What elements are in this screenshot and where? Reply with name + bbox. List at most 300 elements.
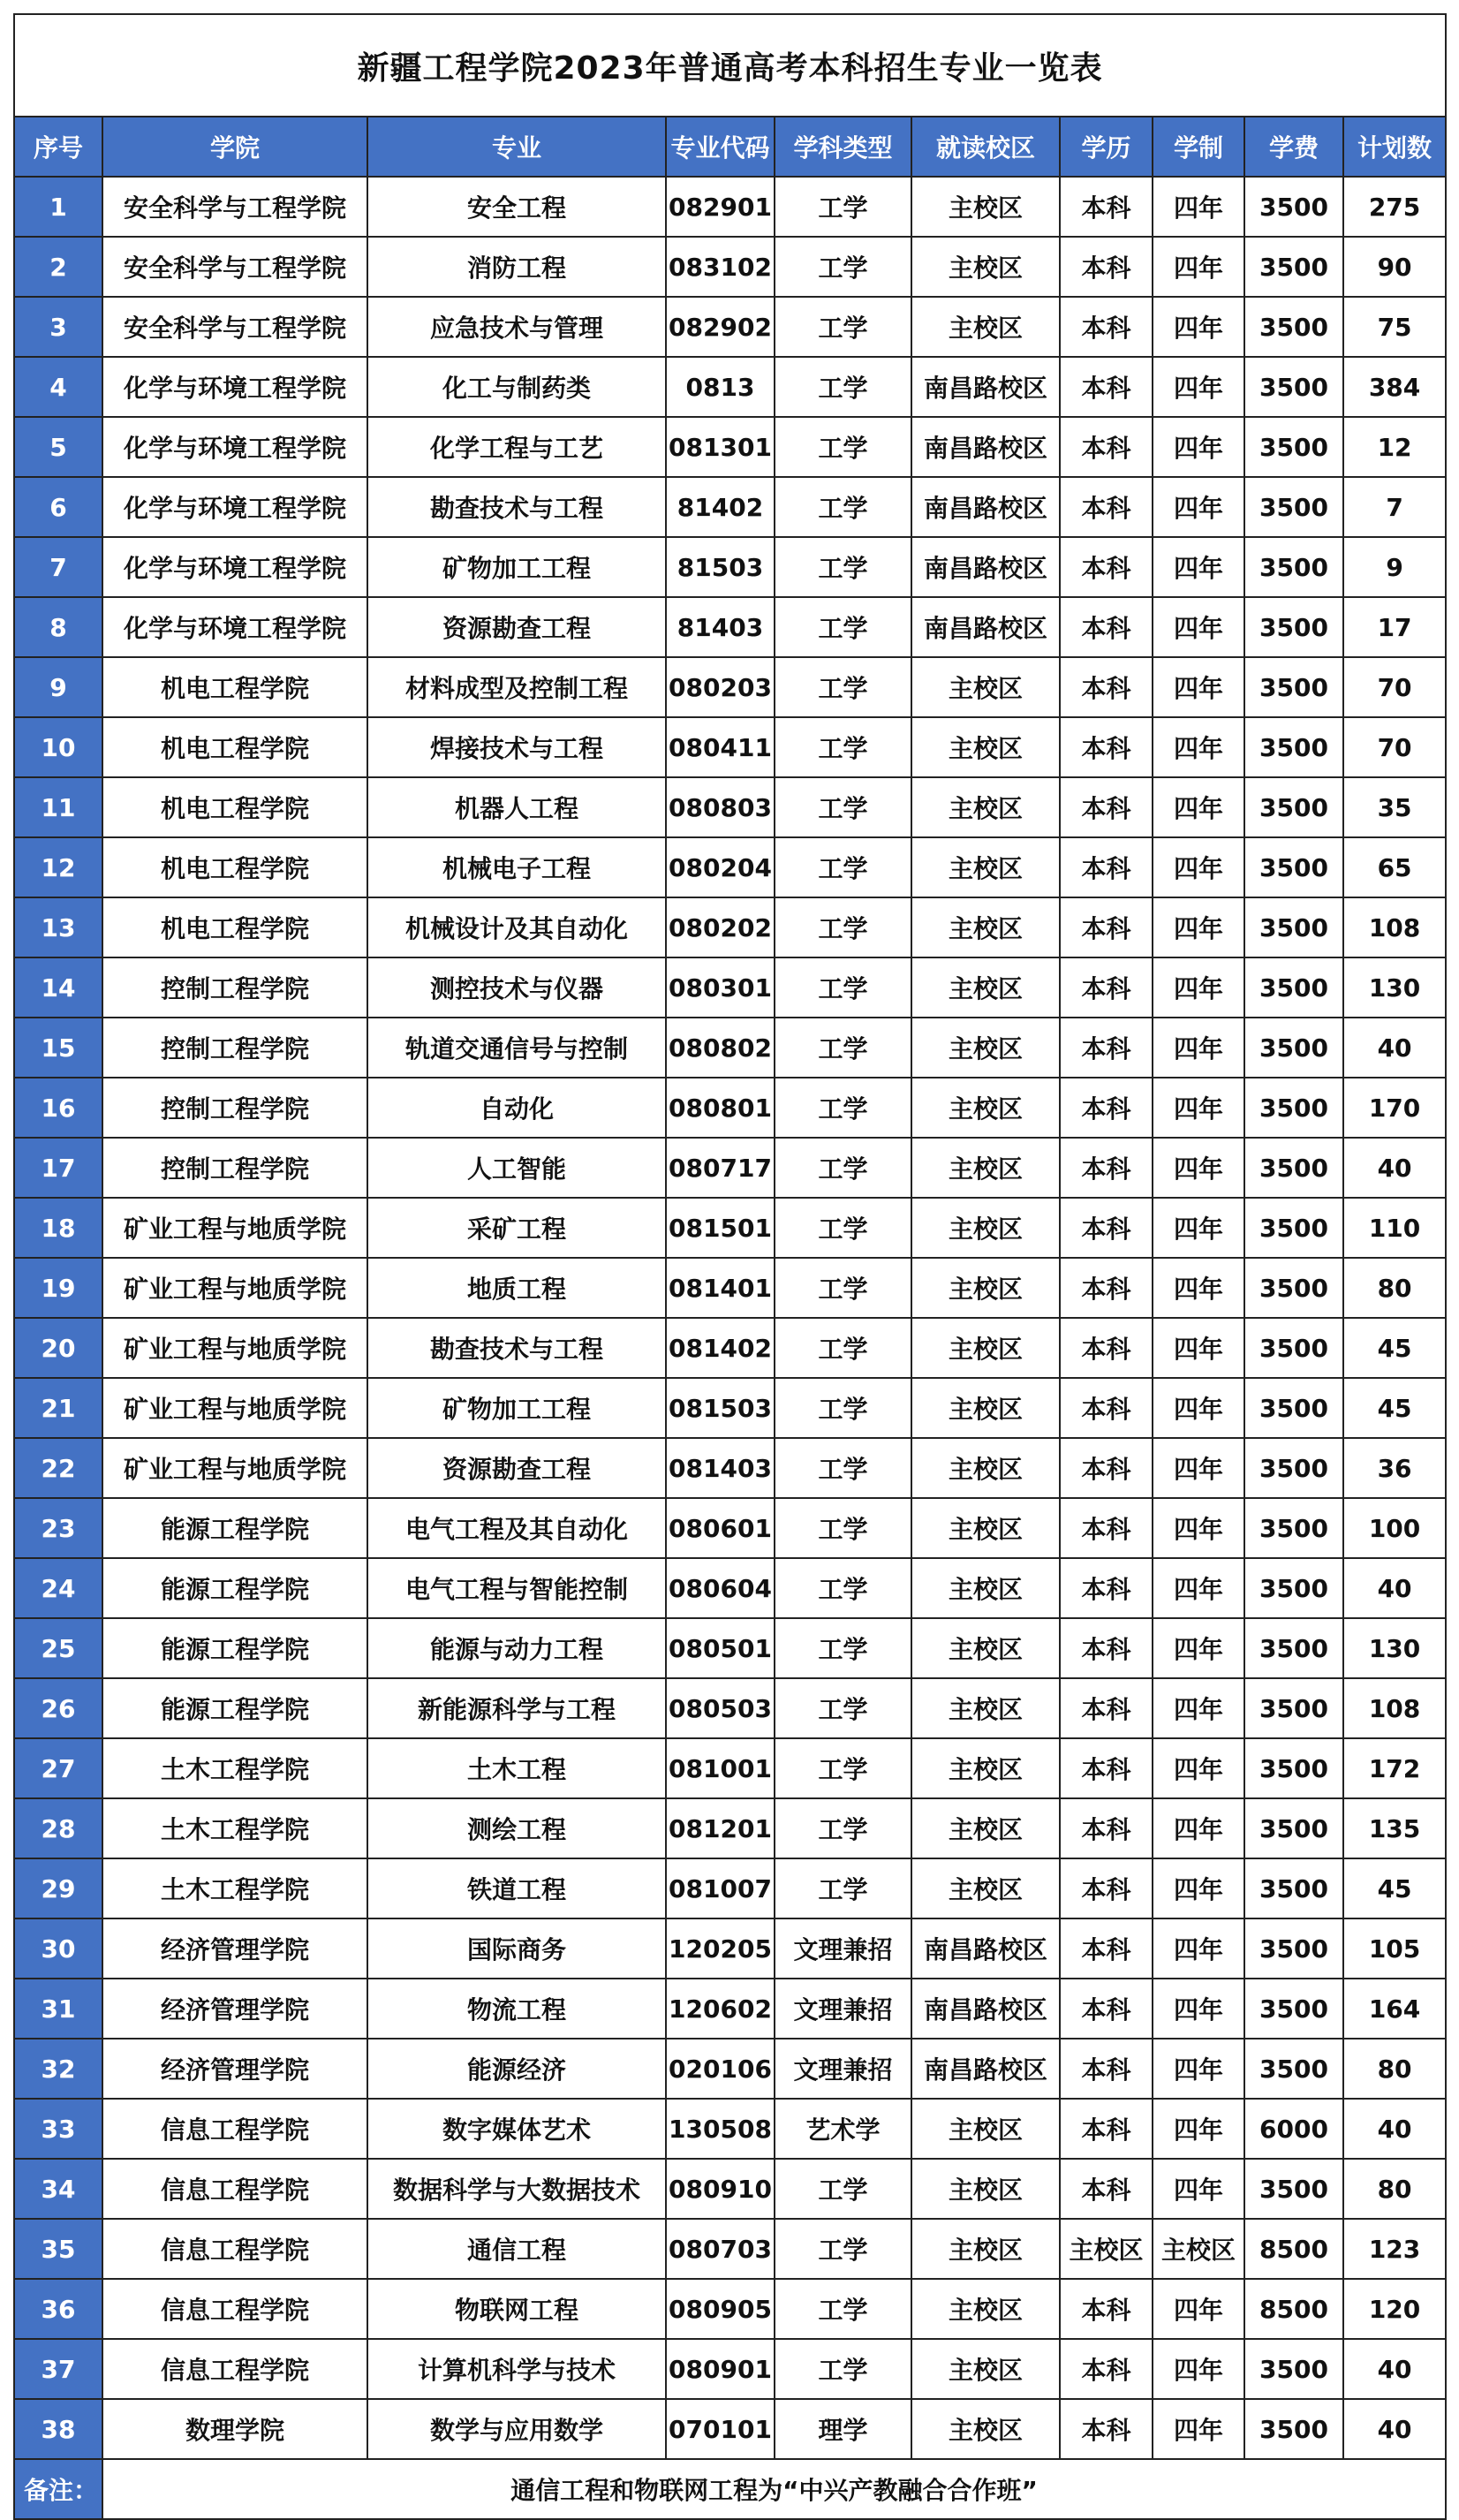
table-row [14, 297, 1446, 357]
cell-campus: 主校区 [911, 837, 1060, 897]
cell-discipline: 文理兼招 [775, 1918, 911, 1979]
cell-major: 人工智能 [367, 1138, 666, 1198]
cell-major: 地质工程 [367, 1258, 666, 1318]
table-row [14, 2159, 1446, 2219]
cell-duration: 四年 [1153, 417, 1244, 477]
cell-tuition: 3500 [1244, 1858, 1343, 1918]
cell-discipline: 工学 [775, 597, 911, 657]
cell-discipline: 工学 [775, 2339, 911, 2399]
cell-index: 37 [14, 2339, 102, 2399]
cell-discipline: 工学 [775, 1018, 911, 1078]
cell-tuition: 3500 [1244, 657, 1343, 717]
cell-college: 矿业工程与地质学院 [102, 1258, 367, 1318]
cell-degree: 本科 [1060, 237, 1153, 297]
cell-degree: 本科 [1060, 897, 1153, 957]
cell-index: 15 [14, 1018, 102, 1078]
cell-plan: 164 [1343, 1979, 1446, 2039]
cell-college: 信息工程学院 [102, 2099, 367, 2159]
cell-duration: 四年 [1153, 1738, 1244, 1798]
cell-plan: 275 [1343, 177, 1446, 237]
cell-degree: 本科 [1060, 777, 1153, 837]
cell-index: 3 [14, 297, 102, 357]
cell-index: 10 [14, 717, 102, 777]
cell-index: 33 [14, 2099, 102, 2159]
cell-campus: 南昌路校区 [911, 1918, 1060, 1979]
cell-degree: 本科 [1060, 2159, 1153, 2219]
cell-discipline: 工学 [775, 717, 911, 777]
table-row [14, 957, 1446, 1018]
cell-major-code: 080717 [666, 1138, 775, 1198]
cell-degree: 本科 [1060, 1558, 1153, 1618]
header-col-degree: 学历 [1060, 117, 1153, 177]
cell-duration: 四年 [1153, 1498, 1244, 1558]
cell-major: 电气工程及其自动化 [367, 1498, 666, 1558]
cell-major: 能源与动力工程 [367, 1618, 666, 1678]
cell-discipline: 工学 [775, 1498, 911, 1558]
table-row [14, 1438, 1446, 1498]
table-row [14, 537, 1446, 597]
cell-index: 21 [14, 1378, 102, 1438]
enrollment-sheet [13, 13, 1445, 2505]
cell-tuition: 3500 [1244, 897, 1343, 957]
cell-index: 31 [14, 1979, 102, 2039]
cell-tuition: 3500 [1244, 1678, 1343, 1738]
cell-major: 能源经济 [367, 2039, 666, 2099]
cell-major-code: 0813 [666, 357, 775, 417]
cell-degree: 本科 [1060, 1318, 1153, 1378]
cell-degree: 本科 [1060, 1979, 1153, 2039]
cell-plan: 7 [1343, 477, 1446, 537]
cell-campus: 主校区 [911, 2279, 1060, 2339]
cell-tuition: 3500 [1244, 537, 1343, 597]
table-row [14, 897, 1446, 957]
cell-major-code: 080703 [666, 2219, 775, 2279]
cell-campus: 主校区 [911, 1258, 1060, 1318]
cell-discipline: 文理兼招 [775, 1979, 911, 2039]
cell-discipline: 工学 [775, 297, 911, 357]
cell-plan: 12 [1343, 417, 1446, 477]
cell-index: 27 [14, 1738, 102, 1798]
cell-duration: 四年 [1153, 1078, 1244, 1138]
cell-plan: 80 [1343, 2039, 1446, 2099]
cell-plan: 35 [1343, 777, 1446, 837]
cell-major-code: 080802 [666, 1018, 775, 1078]
table-row [14, 237, 1446, 297]
cell-college: 信息工程学院 [102, 2279, 367, 2339]
table-row [14, 2219, 1446, 2279]
cell-college: 安全科学与工程学院 [102, 177, 367, 237]
cell-tuition: 3500 [1244, 1198, 1343, 1258]
cell-discipline: 工学 [775, 1798, 911, 1858]
cell-campus: 主校区 [911, 1618, 1060, 1678]
cell-college: 控制工程学院 [102, 1078, 367, 1138]
cell-campus: 主校区 [911, 177, 1060, 237]
cell-college: 化学与环境工程学院 [102, 357, 367, 417]
cell-tuition: 3500 [1244, 2039, 1343, 2099]
note-row [14, 2459, 1446, 2519]
table-row [14, 2279, 1446, 2339]
cell-tuition: 3500 [1244, 1138, 1343, 1198]
cell-plan: 40 [1343, 1018, 1446, 1078]
cell-major-code: 130508 [666, 2099, 775, 2159]
cell-duration: 四年 [1153, 897, 1244, 957]
cell-index: 5 [14, 417, 102, 477]
cell-discipline: 工学 [775, 237, 911, 297]
cell-college: 化学与环境工程学院 [102, 597, 367, 657]
cell-tuition: 3500 [1244, 1018, 1343, 1078]
cell-degree: 本科 [1060, 2279, 1153, 2339]
cell-plan: 80 [1343, 1258, 1446, 1318]
table-row [14, 1979, 1446, 2039]
cell-tuition: 8500 [1244, 2279, 1343, 2339]
cell-discipline: 工学 [775, 1078, 911, 1138]
cell-campus: 主校区 [911, 2219, 1060, 2279]
cell-campus: 南昌路校区 [911, 1979, 1060, 2039]
cell-college: 化学与环境工程学院 [102, 477, 367, 537]
cell-college: 控制工程学院 [102, 1018, 367, 1078]
cell-major: 勘查技术与工程 [367, 477, 666, 537]
cell-tuition: 3500 [1244, 1378, 1343, 1438]
cell-major: 轨道交通信号与控制 [367, 1018, 666, 1078]
cell-major-code: 080604 [666, 1558, 775, 1618]
cell-major-code: 083102 [666, 237, 775, 297]
cell-major: 新能源科学与工程 [367, 1678, 666, 1738]
cell-college: 机电工程学院 [102, 717, 367, 777]
cell-tuition: 3500 [1244, 1558, 1343, 1618]
cell-major-code: 080601 [666, 1498, 775, 1558]
cell-major-code: 080503 [666, 1678, 775, 1738]
cell-tuition: 3500 [1244, 957, 1343, 1018]
cell-college: 矿业工程与地质学院 [102, 1438, 367, 1498]
cell-discipline: 工学 [775, 417, 911, 477]
cell-degree: 本科 [1060, 1438, 1153, 1498]
cell-index: 11 [14, 777, 102, 837]
enrollment-table [13, 13, 1447, 2520]
cell-major-code: 081501 [666, 1198, 775, 1258]
table-row [14, 2399, 1446, 2459]
cell-tuition: 8500 [1244, 2219, 1343, 2279]
cell-major: 国际商务 [367, 1918, 666, 1979]
cell-college: 机电工程学院 [102, 657, 367, 717]
cell-major-code: 081001 [666, 1738, 775, 1798]
cell-duration: 四年 [1153, 2159, 1244, 2219]
cell-college: 经济管理学院 [102, 1979, 367, 2039]
cell-degree: 本科 [1060, 1198, 1153, 1258]
cell-index: 7 [14, 537, 102, 597]
cell-plan: 172 [1343, 1738, 1446, 1798]
header-col-plan: 计划数 [1343, 117, 1446, 177]
cell-major-code: 080910 [666, 2159, 775, 2219]
table-row [14, 2339, 1446, 2399]
cell-plan: 40 [1343, 1138, 1446, 1198]
header-col-duration: 学制 [1153, 117, 1244, 177]
cell-degree: 本科 [1060, 537, 1153, 597]
cell-major: 测绘工程 [367, 1798, 666, 1858]
header-col-index: 序号 [14, 117, 102, 177]
cell-duration: 四年 [1153, 1018, 1244, 1078]
table-row [14, 477, 1446, 537]
cell-major-code: 080803 [666, 777, 775, 837]
cell-plan: 40 [1343, 2399, 1446, 2459]
cell-major: 数字媒体艺术 [367, 2099, 666, 2159]
table-row [14, 357, 1446, 417]
cell-plan: 105 [1343, 1918, 1446, 1979]
cell-degree: 本科 [1060, 1738, 1153, 1798]
table-row [14, 1558, 1446, 1618]
cell-duration: 四年 [1153, 777, 1244, 837]
cell-tuition: 3500 [1244, 417, 1343, 477]
cell-plan: 100 [1343, 1498, 1446, 1558]
cell-college: 矿业工程与地质学院 [102, 1198, 367, 1258]
cell-major-code: 080203 [666, 657, 775, 717]
header-row [14, 117, 1446, 177]
cell-campus: 南昌路校区 [911, 537, 1060, 597]
cell-campus: 主校区 [911, 2159, 1060, 2219]
cell-major: 数据科学与大数据技术 [367, 2159, 666, 2219]
cell-duration: 四年 [1153, 357, 1244, 417]
cell-major: 数学与应用数学 [367, 2399, 666, 2459]
cell-index: 23 [14, 1498, 102, 1558]
cell-plan: 75 [1343, 297, 1446, 357]
cell-campus: 主校区 [911, 2339, 1060, 2399]
cell-major: 应急技术与管理 [367, 297, 666, 357]
table-row [14, 1378, 1446, 1438]
cell-major: 计算机科学与技术 [367, 2339, 666, 2399]
cell-tuition: 3500 [1244, 357, 1343, 417]
table-row [14, 1018, 1446, 1078]
cell-campus: 主校区 [911, 1498, 1060, 1558]
cell-degree: 本科 [1060, 2399, 1153, 2459]
cell-campus: 主校区 [911, 1318, 1060, 1378]
cell-duration: 四年 [1153, 837, 1244, 897]
cell-college: 能源工程学院 [102, 1618, 367, 1678]
cell-major: 通信工程 [367, 2219, 666, 2279]
cell-discipline: 工学 [775, 1258, 911, 1318]
cell-degree: 本科 [1060, 1678, 1153, 1738]
cell-major-code: 081007 [666, 1858, 775, 1918]
cell-index: 9 [14, 657, 102, 717]
cell-plan: 130 [1343, 1618, 1446, 1678]
cell-major: 物流工程 [367, 1979, 666, 2039]
cell-discipline: 理学 [775, 2399, 911, 2459]
cell-index: 14 [14, 957, 102, 1018]
cell-degree: 本科 [1060, 1138, 1153, 1198]
cell-college: 经济管理学院 [102, 1918, 367, 1979]
cell-discipline: 工学 [775, 1558, 911, 1618]
cell-major: 化工与制药类 [367, 357, 666, 417]
cell-major-code: 080411 [666, 717, 775, 777]
cell-tuition: 3500 [1244, 1318, 1343, 1378]
table-row [14, 417, 1446, 477]
cell-discipline: 工学 [775, 2159, 911, 2219]
cell-index: 6 [14, 477, 102, 537]
cell-campus: 南昌路校区 [911, 597, 1060, 657]
cell-college: 信息工程学院 [102, 2219, 367, 2279]
cell-degree: 本科 [1060, 597, 1153, 657]
cell-duration: 四年 [1153, 1798, 1244, 1858]
cell-plan: 45 [1343, 1378, 1446, 1438]
cell-tuition: 3500 [1244, 177, 1343, 237]
cell-index: 19 [14, 1258, 102, 1318]
table-row [14, 2039, 1446, 2099]
cell-plan: 135 [1343, 1798, 1446, 1858]
cell-duration: 四年 [1153, 1918, 1244, 1979]
cell-major-code: 082902 [666, 297, 775, 357]
cell-major-code: 020106 [666, 2039, 775, 2099]
cell-duration: 四年 [1153, 2099, 1244, 2159]
cell-major-code: 081401 [666, 1258, 775, 1318]
cell-college: 矿业工程与地质学院 [102, 1378, 367, 1438]
cell-plan: 80 [1343, 2159, 1446, 2219]
cell-degree: 本科 [1060, 1018, 1153, 1078]
cell-duration: 四年 [1153, 2339, 1244, 2399]
cell-college: 能源工程学院 [102, 1678, 367, 1738]
cell-major: 自动化 [367, 1078, 666, 1138]
cell-discipline: 工学 [775, 1138, 911, 1198]
cell-index: 8 [14, 597, 102, 657]
table-row [14, 1498, 1446, 1558]
table-row [14, 1078, 1446, 1138]
cell-duration: 四年 [1153, 2399, 1244, 2459]
table-row [14, 1318, 1446, 1378]
cell-campus: 主校区 [911, 1798, 1060, 1858]
cell-plan: 70 [1343, 657, 1446, 717]
cell-plan: 170 [1343, 1078, 1446, 1138]
cell-index: 16 [14, 1078, 102, 1138]
cell-plan: 65 [1343, 837, 1446, 897]
cell-college: 机电工程学院 [102, 897, 367, 957]
cell-duration: 四年 [1153, 297, 1244, 357]
table-row [14, 2099, 1446, 2159]
cell-degree: 本科 [1060, 1918, 1153, 1979]
cell-duration: 四年 [1153, 597, 1244, 657]
cell-degree: 本科 [1060, 477, 1153, 537]
cell-major-code: 081503 [666, 1378, 775, 1438]
cell-discipline: 工学 [775, 1378, 911, 1438]
cell-duration: 四年 [1153, 1858, 1244, 1918]
cell-major-code: 81403 [666, 597, 775, 657]
cell-duration: 主校区 [1153, 2219, 1244, 2279]
cell-duration: 四年 [1153, 1558, 1244, 1618]
cell-degree: 本科 [1060, 657, 1153, 717]
cell-discipline: 工学 [775, 357, 911, 417]
cell-campus: 南昌路校区 [911, 417, 1060, 477]
table-row [14, 777, 1446, 837]
cell-degree: 本科 [1060, 717, 1153, 777]
cell-college: 信息工程学院 [102, 2159, 367, 2219]
cell-college: 化学与环境工程学院 [102, 537, 367, 597]
note-label: 备注： [14, 2459, 102, 2519]
cell-plan: 36 [1343, 1438, 1446, 1498]
header-col-major: 专业 [367, 117, 666, 177]
cell-plan: 90 [1343, 237, 1446, 297]
cell-duration: 四年 [1153, 477, 1244, 537]
cell-campus: 主校区 [911, 717, 1060, 777]
cell-major: 电气工程与智能控制 [367, 1558, 666, 1618]
cell-campus: 南昌路校区 [911, 2039, 1060, 2099]
cell-discipline: 工学 [775, 837, 911, 897]
table-row [14, 1738, 1446, 1798]
cell-discipline: 工学 [775, 477, 911, 537]
cell-duration: 四年 [1153, 2039, 1244, 2099]
cell-college: 机电工程学院 [102, 777, 367, 837]
cell-major: 化学工程与工艺 [367, 417, 666, 477]
cell-plan: 40 [1343, 2339, 1446, 2399]
cell-college: 矿业工程与地质学院 [102, 1318, 367, 1378]
cell-duration: 四年 [1153, 1979, 1244, 2039]
cell-degree: 本科 [1060, 357, 1153, 417]
cell-index: 35 [14, 2219, 102, 2279]
cell-degree: 本科 [1060, 837, 1153, 897]
cell-index: 13 [14, 897, 102, 957]
cell-index: 24 [14, 1558, 102, 1618]
cell-duration: 四年 [1153, 1318, 1244, 1378]
cell-degree: 本科 [1060, 177, 1153, 237]
cell-campus: 主校区 [911, 1438, 1060, 1498]
cell-duration: 四年 [1153, 657, 1244, 717]
cell-discipline: 工学 [775, 1618, 911, 1678]
cell-campus: 主校区 [911, 1018, 1060, 1078]
cell-college: 土木工程学院 [102, 1858, 367, 1918]
cell-duration: 四年 [1153, 2279, 1244, 2339]
cell-discipline: 工学 [775, 1198, 911, 1258]
cell-discipline: 工学 [775, 1438, 911, 1498]
cell-index: 29 [14, 1858, 102, 1918]
cell-discipline: 工学 [775, 1678, 911, 1738]
cell-major-code: 081201 [666, 1798, 775, 1858]
cell-campus: 主校区 [911, 1378, 1060, 1438]
cell-plan: 45 [1343, 1858, 1446, 1918]
cell-index: 2 [14, 237, 102, 297]
table-row [14, 1858, 1446, 1918]
cell-tuition: 3500 [1244, 1498, 1343, 1558]
cell-college: 数理学院 [102, 2399, 367, 2459]
cell-campus: 主校区 [911, 237, 1060, 297]
cell-campus: 主校区 [911, 1858, 1060, 1918]
cell-index: 38 [14, 2399, 102, 2459]
cell-tuition: 3500 [1244, 2159, 1343, 2219]
cell-major-code: 080501 [666, 1618, 775, 1678]
cell-major-code: 081403 [666, 1438, 775, 1498]
cell-college: 机电工程学院 [102, 837, 367, 897]
cell-campus: 主校区 [911, 1558, 1060, 1618]
cell-tuition: 3500 [1244, 1738, 1343, 1798]
title-row [14, 14, 1446, 117]
cell-degree: 本科 [1060, 2099, 1153, 2159]
cell-discipline: 工学 [775, 1858, 911, 1918]
table-row [14, 1918, 1446, 1979]
cell-college: 控制工程学院 [102, 1138, 367, 1198]
cell-major: 矿物加工工程 [367, 1378, 666, 1438]
cell-degree: 本科 [1060, 957, 1153, 1018]
cell-tuition: 3500 [1244, 1078, 1343, 1138]
cell-index: 34 [14, 2159, 102, 2219]
cell-index: 28 [14, 1798, 102, 1858]
cell-campus: 主校区 [911, 657, 1060, 717]
cell-index: 12 [14, 837, 102, 897]
cell-major-code: 082901 [666, 177, 775, 237]
cell-duration: 四年 [1153, 1198, 1244, 1258]
cell-campus: 主校区 [911, 957, 1060, 1018]
cell-discipline: 工学 [775, 897, 911, 957]
cell-plan: 123 [1343, 2219, 1446, 2279]
cell-discipline: 工学 [775, 177, 911, 237]
cell-plan: 110 [1343, 1198, 1446, 1258]
cell-campus: 南昌路校区 [911, 477, 1060, 537]
table-row [14, 657, 1446, 717]
cell-college: 化学与环境工程学院 [102, 417, 367, 477]
cell-major: 机械设计及其自动化 [367, 897, 666, 957]
